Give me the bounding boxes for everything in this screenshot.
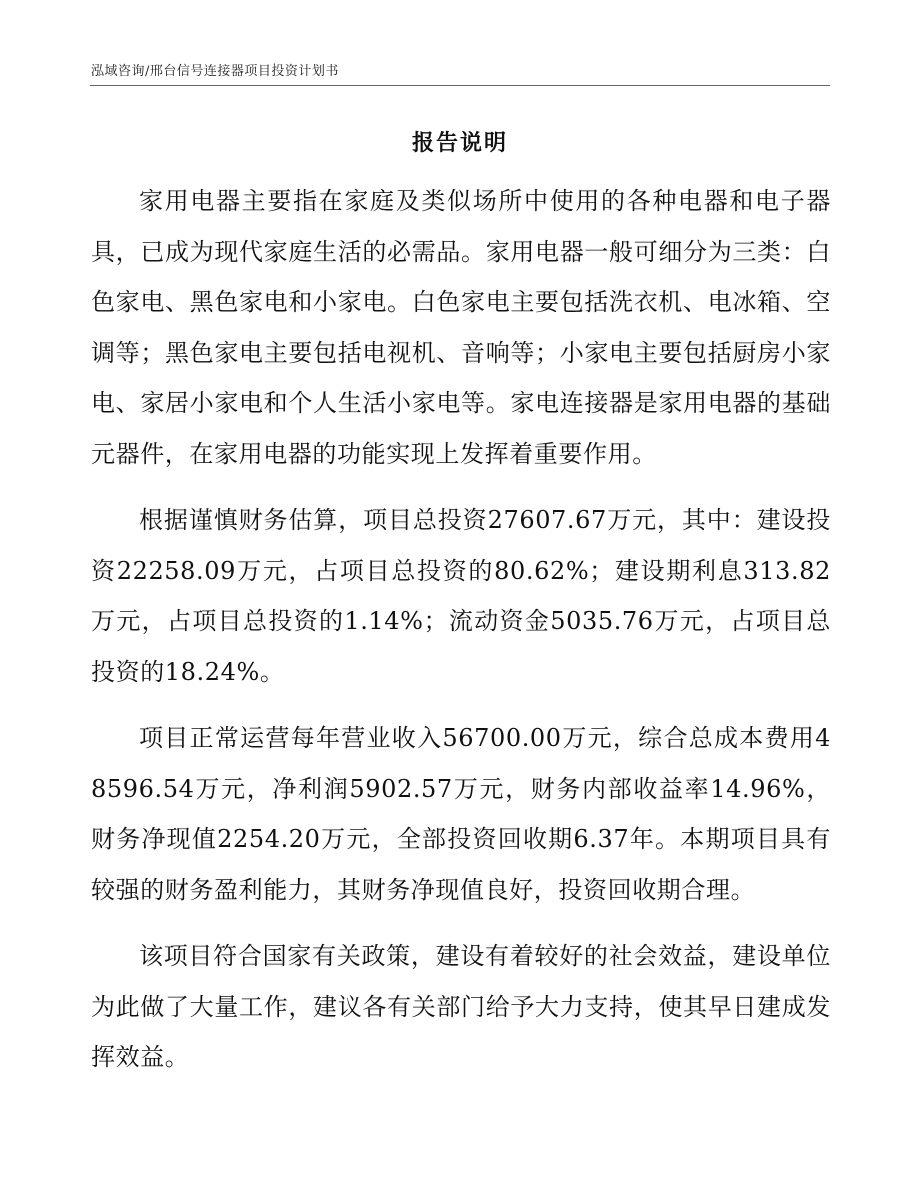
paragraph-conclusion: 该项目符合国家有关政策，建设有着较好的社会效益，建设单位为此做了大量工作，建议各有关部门给予大力支持，使其早日建成发挥效益。 xyxy=(91,942,831,1071)
paragraph-investment: 根据谨慎财务估算，项目总投资27607.67万元，其中：建设投资22258.09万元，占项目总投资的80.62%；建设期利息313.82万元，占项目总投资的1.14%；流动资金5035.76万元，占项目总投资的18.24%。 xyxy=(91,506,831,686)
running-header: 泓域咨询/邢台信号连接器项目投资计划书 xyxy=(91,64,339,79)
report-body xyxy=(91,176,831,1099)
paragraph-intro: 家用电器主要指在家庭及类似场所中使用的各种电器和电子器具，已成为现代家庭生活的必需品。家用电器一般可细分为三类：白色家电、黑色家电和小家电。白色家电主要包括洗衣机、电冰箱、空调等；黑色家电主要包括电视机、音响等；小家电主要包括厨房小家电、家居小家电和个人生活小家电等。家电连接器是家用电器的基础元器件，在家用电器的功能实现上发挥着重要作用。 xyxy=(91,187,831,468)
paragraph-operations: 项目正常运营每年营业收入56700.00万元，综合总成本费用48596.54万元，净利润5902.57万元，财务内部收益率14.96%，财务净现值2254.20万元，全部投资回收期6.37年。本期项目具有较强的财务盈利能力，其财务净现值良好，投资回收期合理。 xyxy=(91,724,831,904)
header-divider xyxy=(90,85,830,86)
page-title: 报告说明 xyxy=(411,130,508,156)
